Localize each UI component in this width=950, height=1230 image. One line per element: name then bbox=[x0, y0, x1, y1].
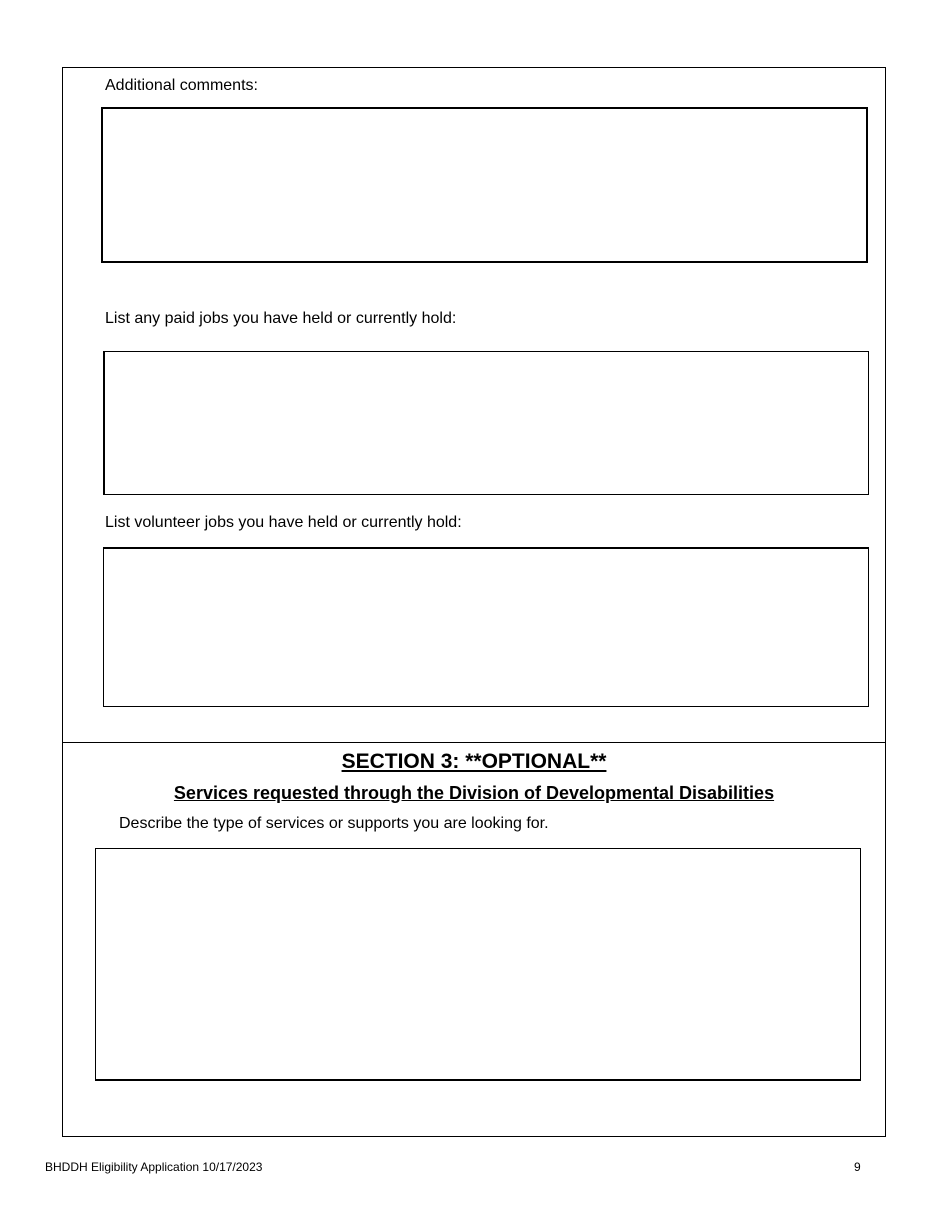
section-3-title: SECTION 3: **OPTIONAL** bbox=[341, 750, 607, 773]
paid-jobs-field[interactable] bbox=[103, 351, 869, 495]
volunteer-jobs-label: List volunteer jobs you have held or currently hold: bbox=[105, 514, 462, 531]
additional-comments-label: Additional comments: bbox=[105, 77, 258, 94]
volunteer-jobs-field[interactable] bbox=[103, 547, 869, 707]
section-divider bbox=[62, 742, 886, 743]
paid-jobs-label: List any paid jobs you have held or currently hold: bbox=[105, 310, 457, 327]
services-label: Describe the type of services or supports you are looking for. bbox=[119, 815, 549, 832]
section-3-subtitle: Services requested through the Division of Developmental Disabilities bbox=[173, 783, 775, 803]
footer-page-number: 9 bbox=[854, 1160, 861, 1174]
footer-document-title: BHDDH Eligibility Application 10/17/2023 bbox=[45, 1160, 263, 1174]
additional-comments-field[interactable] bbox=[101, 107, 868, 263]
services-description-field[interactable] bbox=[95, 848, 861, 1081]
